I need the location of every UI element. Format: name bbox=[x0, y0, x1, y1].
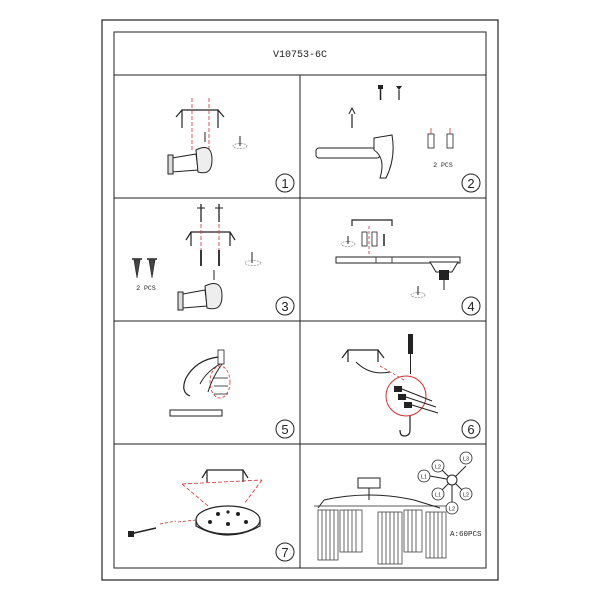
chandelier-icon bbox=[314, 478, 446, 564]
step-8-panel bbox=[314, 452, 482, 564]
terminal-block bbox=[170, 410, 222, 416]
step-6-panel bbox=[342, 334, 480, 438]
wiring-diagram bbox=[418, 452, 472, 514]
nut-fixture-icon bbox=[430, 262, 458, 290]
quantity-note: 2 PCS bbox=[433, 162, 453, 169]
wall-anchor-icon bbox=[411, 286, 425, 298]
step-number: 6 bbox=[467, 422, 475, 437]
highlight-circle-red bbox=[210, 366, 230, 398]
mounting-bracket bbox=[202, 470, 248, 482]
hook-icon bbox=[400, 416, 410, 436]
wall-anchor-icon bbox=[245, 252, 261, 266]
wire-label: L1 bbox=[420, 474, 428, 481]
wire-label: L2 bbox=[434, 464, 442, 471]
crystal-column-left bbox=[318, 510, 338, 560]
step-number: 7 bbox=[281, 545, 289, 560]
step-number: 1 bbox=[281, 176, 289, 191]
wall-anchor-icon bbox=[341, 236, 355, 247]
guide-line-red bbox=[244, 480, 262, 504]
step-7-panel bbox=[128, 470, 294, 561]
screwdriver-icon bbox=[408, 334, 413, 374]
wire-label: L3 bbox=[462, 456, 470, 463]
model-title: V10753-6C bbox=[272, 50, 328, 61]
step-number: 2 bbox=[467, 176, 475, 191]
step-5-panel bbox=[170, 350, 294, 438]
wire-label: L2 bbox=[448, 506, 456, 513]
crystal-count-note: A:60PCS bbox=[450, 531, 482, 539]
screw-icon bbox=[197, 204, 205, 222]
guide-line-red bbox=[182, 480, 262, 484]
step-3-panel bbox=[132, 204, 294, 315]
screw-icon bbox=[396, 86, 402, 100]
ceiling-canopy-icon bbox=[196, 506, 260, 535]
wall-anchor-icon bbox=[233, 136, 247, 149]
wire-label: L1 bbox=[434, 492, 442, 499]
step-4-panel bbox=[336, 220, 480, 315]
screw-icon bbox=[128, 521, 176, 537]
anchor-plug-icon bbox=[349, 108, 355, 128]
screw-icon bbox=[147, 259, 157, 278]
mounting-bracket bbox=[342, 350, 384, 362]
fixing-part bbox=[362, 232, 367, 246]
step-number: 4 bbox=[467, 299, 475, 314]
guide-line-red bbox=[182, 484, 208, 506]
drill-icon bbox=[168, 132, 212, 174]
guide-line-red bbox=[178, 520, 196, 522]
wall-plug-icon bbox=[447, 128, 453, 148]
step-number: 3 bbox=[281, 299, 289, 314]
crystal-column-center-left bbox=[340, 510, 362, 552]
crystal-column-right bbox=[426, 512, 446, 558]
step-number: 5 bbox=[281, 422, 289, 437]
crystal-column-center-right bbox=[404, 510, 422, 552]
bracket-top bbox=[352, 220, 392, 226]
quantity-note: 2 PCS bbox=[136, 285, 156, 292]
wire-label: L2 bbox=[462, 492, 470, 499]
screw-icon bbox=[132, 259, 142, 278]
mounting-bracket bbox=[186, 232, 235, 246]
screw-icon bbox=[378, 85, 383, 100]
screw-icon bbox=[215, 204, 223, 222]
wire-bundle bbox=[356, 362, 390, 373]
step-1-panel bbox=[168, 98, 294, 192]
step-2-panel bbox=[316, 85, 480, 192]
crystal-column-center bbox=[378, 512, 402, 564]
fixing-part bbox=[372, 232, 377, 246]
drill-icon bbox=[178, 270, 222, 310]
hammer-icon bbox=[316, 135, 393, 178]
wire-junction bbox=[447, 475, 457, 485]
wire-connector-icon bbox=[184, 350, 224, 396]
mounting-bracket bbox=[176, 110, 224, 128]
terminal-connector-icon bbox=[394, 386, 438, 413]
wall-plug-icon bbox=[428, 128, 434, 148]
